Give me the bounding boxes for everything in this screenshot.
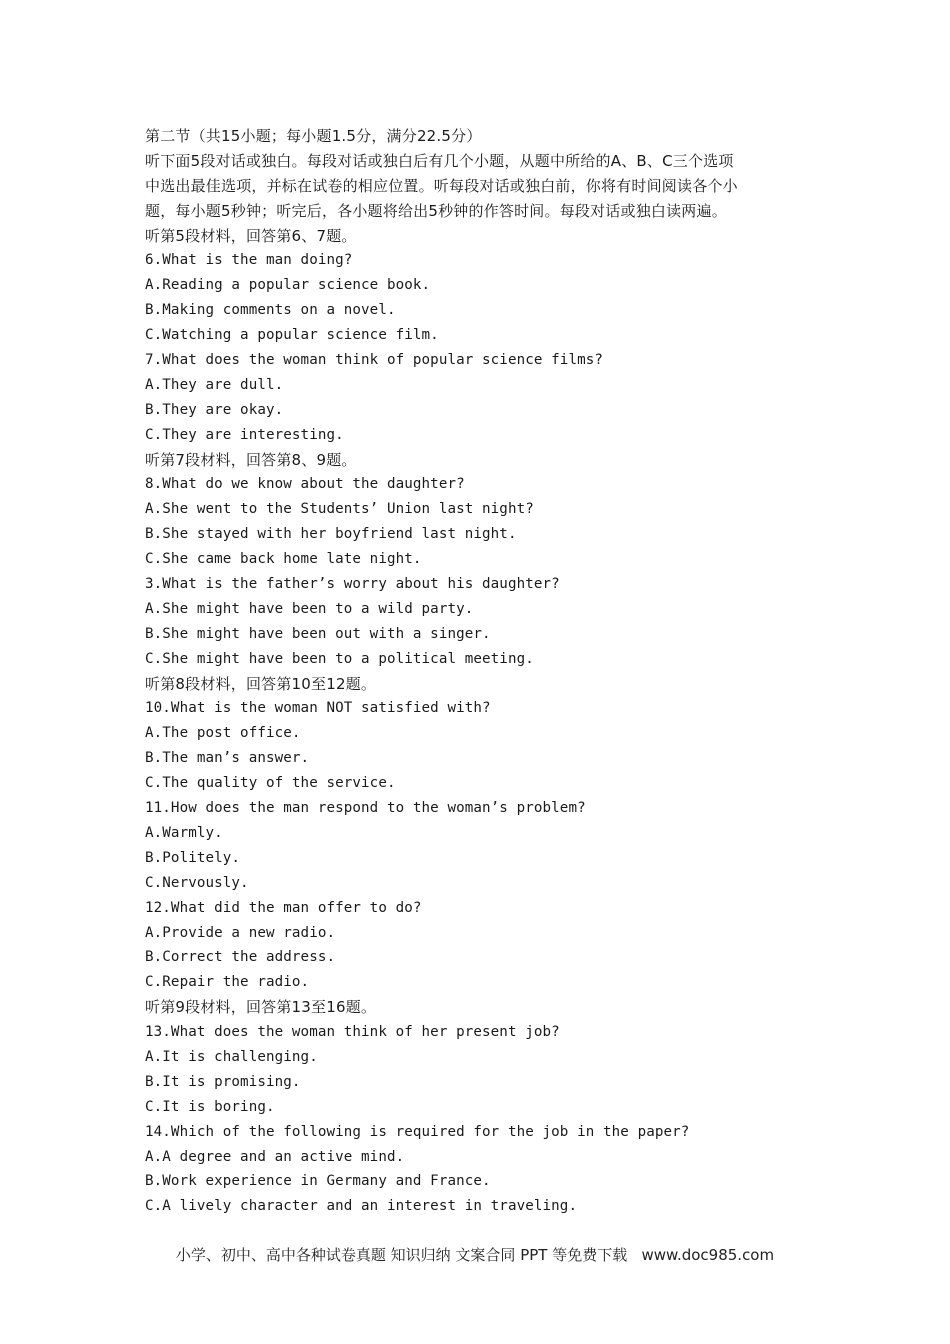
question-stem: 13.What does the woman think of her present job?: [145, 1024, 560, 1041]
section-instruction: 听第8段材料，回答第10至12题。: [145, 674, 377, 693]
answer-option: C.It is boring.: [145, 1098, 275, 1115]
section-instruction: 听第5段材料，回答第6、7题。: [145, 226, 357, 245]
answer-option: A.The post office.: [145, 725, 301, 742]
question-stem: 12.What did the man offer to do?: [145, 899, 422, 916]
document-body: [145, 124, 825, 1219]
answer-option: B.She stayed with her boyfriend last night.: [145, 526, 517, 543]
question-stem: 6.What is the man doing?: [145, 252, 353, 269]
answer-option: B.They are okay.: [145, 401, 284, 418]
answer-option: A.Reading a popular science book.: [145, 277, 431, 294]
question-stem: 8.What do we know about the daughter?: [145, 476, 465, 493]
answer-option: C.Nervously.: [145, 874, 249, 891]
answer-option: B.It is promising.: [145, 1073, 301, 1090]
section-instruction: 中选出最佳选项，并标在试卷的相应位置。听每段对话或独白前，你将有时间阅读各个小: [145, 176, 738, 195]
answer-option: B.Making comments on a novel.: [145, 302, 396, 319]
question-stem: 3.What is the father’s worry about his daughter?: [145, 576, 560, 593]
answer-option: A.They are dull.: [145, 376, 284, 393]
answer-option: A.She might have been to a wild party.: [145, 600, 474, 617]
question-stem: 14.Which of the following is required for the job in the paper?: [145, 1123, 690, 1140]
answer-option: B.The man’s answer.: [145, 750, 310, 767]
question-stem: 7.What does the woman think of popular science films?: [145, 352, 604, 369]
answer-option: A.A degree and an active mind.: [145, 1148, 405, 1165]
answer-option: C.Watching a popular science film.: [145, 327, 439, 344]
answer-option: C.The quality of the service.: [145, 775, 396, 792]
section-instruction: 听下面5段对话或独白。每段对话或独白后有几个小题，从题中所给的A、B、C三个选项: [145, 151, 734, 170]
section-instruction: 第二节（共15小题；每小题1.5分，满分22.5分）: [145, 127, 482, 145]
answer-option: C.She came back home late night.: [145, 551, 422, 568]
answer-option: B.Correct the address.: [145, 949, 336, 966]
answer-option: C.Repair the radio.: [145, 974, 310, 991]
section-instruction: 听第9段材料，回答第13至16题。: [145, 998, 377, 1017]
answer-option: C.They are interesting.: [145, 426, 344, 443]
answer-option: C.A lively character and an interest in traveling.: [145, 1198, 578, 1215]
question-stem: 10.What is the woman NOT satisfied with?: [145, 700, 491, 717]
page-footer: 小学、初中、高中各种试卷真题 知识归纳 文案合同 PPT 等免费下载 www.doc985.com: [175, 1246, 775, 1264]
section-instruction: 听第7段材料，回答第8、9题。: [145, 450, 357, 469]
answer-option: A.Provide a new radio.: [145, 924, 336, 941]
answer-option: A.Warmly.: [145, 824, 223, 841]
answer-option: C.She might have been to a political meeting.: [145, 650, 534, 667]
answer-option: A.It is challenging.: [145, 1048, 318, 1065]
answer-option: B.She might have been out with a singer.: [145, 625, 491, 642]
answer-option: B.Politely.: [145, 849, 241, 866]
question-stem: 11.How does the man respond to the woman’s problem?: [145, 800, 586, 817]
section-instruction: 题，每小题5秒钟；听完后，各小题将给出5秒钟的作答时间。每段对话或独白读两遍。: [145, 201, 727, 220]
answer-option: A.She went to the Students’ Union last night?: [145, 501, 534, 518]
answer-option: B.Work experience in Germany and France.: [145, 1173, 491, 1190]
